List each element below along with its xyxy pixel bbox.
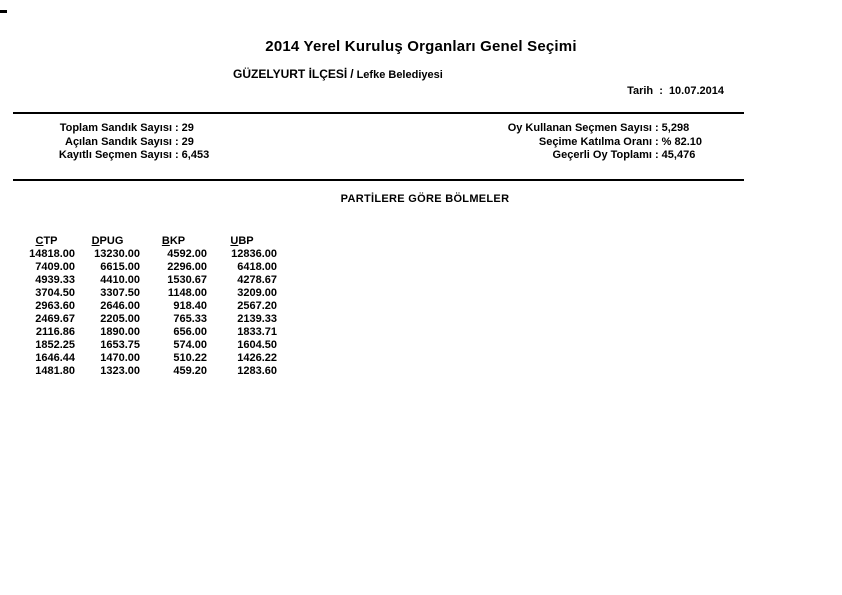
cell: 2469.67: [35, 313, 75, 325]
cell: 2567.20: [237, 300, 277, 312]
date-label: Tarih: [627, 85, 654, 97]
corner-dash-artifact: [0, 10, 7, 13]
cell: 1653.75: [100, 339, 140, 351]
district-line: [233, 67, 443, 81]
report-title: 2014 Yerel Kuruluş Organları Genel Seçimi: [265, 38, 577, 55]
cell: 1323.00: [100, 365, 140, 377]
colon: :: [175, 122, 179, 134]
date-value: 10.07.2014: [668, 85, 724, 97]
cell: 14818.00: [29, 248, 75, 260]
cell: 7409.00: [35, 261, 75, 273]
column-header-dpug: DPUG: [91, 235, 124, 247]
cell: 12836.00: [231, 248, 277, 260]
summary-value: 6,453: [181, 149, 210, 161]
summary-right-block: [480, 122, 702, 163]
colon: :: [175, 135, 179, 148]
summary-value: 45,476: [661, 149, 696, 161]
cell: 4410.00: [100, 274, 140, 286]
table-row: [18, 287, 277, 300]
table-row: [18, 261, 277, 274]
cell: 13230.00: [94, 248, 140, 260]
cell: 1283.60: [237, 365, 277, 377]
colon: :: [655, 135, 659, 148]
table-row: [18, 339, 277, 352]
summary-line-registered-voters: [20, 149, 209, 163]
cell: 2646.00: [100, 300, 140, 312]
column-header-ubp: UBP: [230, 235, 254, 247]
cell: 3307.50: [100, 287, 140, 299]
cell: 2963.60: [35, 300, 75, 312]
cell: 918.40: [173, 300, 207, 312]
cell: 1646.44: [35, 352, 75, 364]
table-row: [18, 313, 277, 326]
summary-label: Toplam Sandık Sayısı: [59, 122, 172, 134]
colon: :: [655, 122, 659, 134]
column-header-ctp: CTP: [35, 235, 58, 247]
cell: 4278.67: [237, 274, 277, 286]
summary-line-votes-cast: [480, 122, 702, 136]
cell: 1852.25: [35, 339, 75, 351]
cell: 574.00: [173, 339, 207, 351]
cell: 1470.00: [100, 352, 140, 364]
table-row: [18, 300, 277, 313]
table-row: [18, 365, 277, 378]
cell: 459.20: [173, 365, 207, 377]
table-header-row: [18, 235, 277, 248]
section-title: PARTİLERE GÖRE BÖLMELER: [340, 193, 510, 205]
cell: 1148.00: [167, 287, 207, 299]
divider-bottom: [13, 179, 744, 181]
summary-value: 5,298: [661, 122, 690, 134]
cell: 2116.86: [35, 326, 75, 338]
colon: :: [655, 149, 659, 161]
cell: 4939.33: [35, 274, 75, 286]
table-row: [18, 352, 277, 365]
summary-line-valid-votes: [480, 149, 702, 163]
summary-line-total-boxes: [20, 122, 209, 136]
district-name: GÜZELYURT İLÇESİ: [233, 67, 348, 81]
cell: 4592.00: [167, 248, 207, 260]
cell: 1833.71: [237, 326, 277, 338]
summary-left-block: [20, 122, 209, 163]
cell: 2139.33: [237, 313, 277, 325]
cell: 6615.00: [100, 261, 140, 273]
table-row: [18, 274, 277, 287]
cell: 2205.00: [100, 313, 140, 325]
cell: 765.33: [173, 313, 207, 325]
cell: 3209.00: [237, 287, 277, 299]
cell: 1481.80: [35, 365, 75, 377]
summary-value: % 82.10: [661, 135, 703, 148]
municipality-name: Lefke Belediyesi: [356, 69, 443, 81]
summary-label: Oy Kullanan Seçmen Sayısı: [507, 122, 652, 134]
summary-label: Geçerli Oy Toplamı: [552, 149, 652, 161]
cell: 1426.22: [237, 352, 277, 364]
cell: 6418.00: [237, 261, 277, 273]
cell: 1604.50: [237, 339, 277, 351]
summary-value: 29: [181, 135, 194, 148]
district-separator: /: [350, 67, 354, 81]
summary-line-opened-boxes: [20, 136, 209, 150]
cell: 1890.00: [100, 326, 140, 338]
divider-top: [13, 112, 744, 114]
cell: 2296.00: [167, 261, 207, 273]
cell: 510.22: [173, 352, 207, 364]
cell: 1530.67: [167, 274, 207, 286]
colon: :: [175, 149, 179, 161]
column-header-bkp: BKP: [161, 235, 186, 247]
summary-label: Seçime Katılma Oranı: [538, 135, 652, 148]
party-divisions-table: [18, 235, 277, 378]
colon: :: [659, 85, 663, 97]
cell: 3704.50: [35, 287, 75, 299]
summary-line-turnout: [480, 136, 702, 150]
summary-value: 29: [181, 122, 194, 134]
date-line: [520, 85, 724, 97]
table-row: [18, 248, 277, 261]
summary-label: Kayıtlı Seçmen Sayısı: [58, 149, 172, 161]
summary-label: Açılan Sandık Sayısı: [65, 135, 172, 148]
cell: 656.00: [173, 326, 207, 338]
table-row: [18, 326, 277, 339]
